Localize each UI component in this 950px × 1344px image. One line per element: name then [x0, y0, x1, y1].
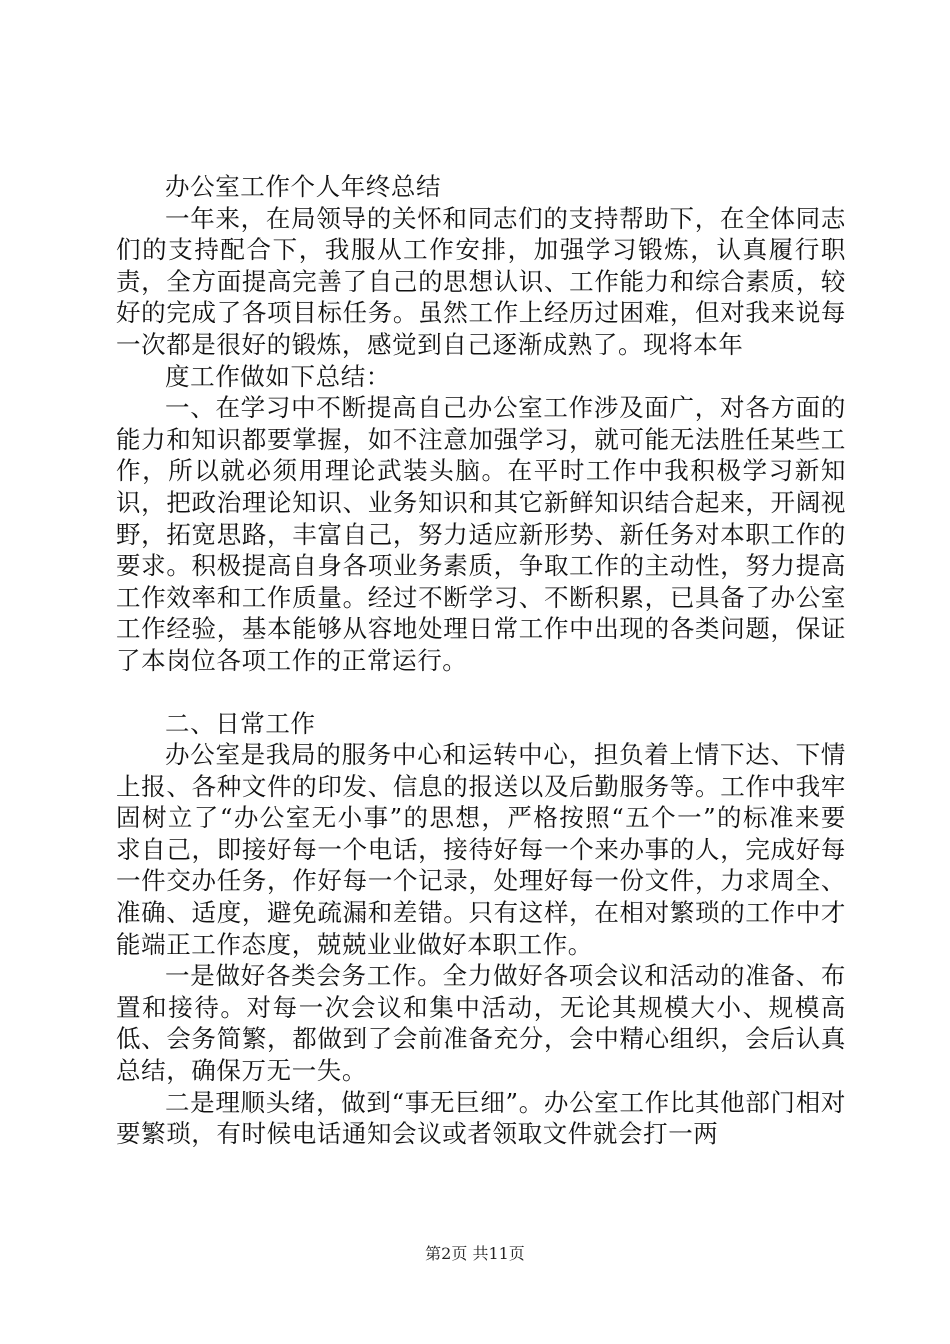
document-body: [116, 171, 846, 1150]
document-title: 办公室工作个人年终总结: [165, 172, 442, 201]
paragraph-intro-continued: 度工作做如下总结：: [165, 361, 391, 391]
paragraph-section-2: 办公室是我局的服务中心和运转中心，担负着上情下达、下情上报、各种文件的印发、信息的报送以及后勤服务等。工作中我牢固树立了“办公室无小事”的思想，严格按照“五个一”的标准来要求自己，即接好每一个电话，接待好每一个来办事的人，完成好每一件交办任务，作好每一个记录，处理好每一份文件，力求周全、准确、适度，避免疏漏和差错。只有这样，在相对繁琐的工作中才能端正工作态度，兢兢业业做好本职工作。: [116, 740, 846, 959]
section-heading-2: 二、日常工作: [165, 708, 316, 738]
paragraph-section-1: 一、在学习中不断提高自己办公室工作涉及面广，对各方面的能力和知识都要掌握，如不注意加强学习，就可能无法胜任某些工作，所以就必须用理论武装头脑。在平时工作中我积极学习新知识，把政治理论知识、业务知识和其它新鲜知识结合起来，开阔视野，拓宽思路，丰富自己，努力适应新形势、新任务对本职工作的要求。积极提高自身各项业务素质，争取工作的主动性，努力提高工作效率和工作质量。经过不断学习、不断积累，已具备了办公室工作经验，基本能够从容地处理日常工作中出现的各类问题，保证了本岗位各项工作的正常运行。: [116, 393, 846, 675]
paragraph-intro: 一年来，在局领导的关怀和同志们的支持帮助下，在全体同志们的支持配合下，我服从工作安排，加强学习锻炼，认真履行职责，全方面提高完善了自己的思想认识、工作能力和综合素质，较好的完成了各项目标任务。虽然工作上经历过困难，但对我来说每一次都是很好的锻炼，感觉到自己逐渐成熟了。现将本年: [116, 203, 846, 359]
page-footer: 第2页 共11页: [425, 1244, 525, 1263]
paragraph-meetings: 一是做好各类会务工作。全力做好各项会议和活动的准备、布置和接待。对每一次会议和集中活动，无论其规模大小、规模高低、会务简繁，都做到了会前准备充分，会中精心组织，会后认真总结，确保万无一失。: [116, 961, 846, 1086]
paragraph-details: 二是理顺头绪，做到“事无巨细”。办公室工作比其他部门相对要繁琐，有时候电话通知会议或者领取文件就会打一两: [116, 1087, 846, 1149]
